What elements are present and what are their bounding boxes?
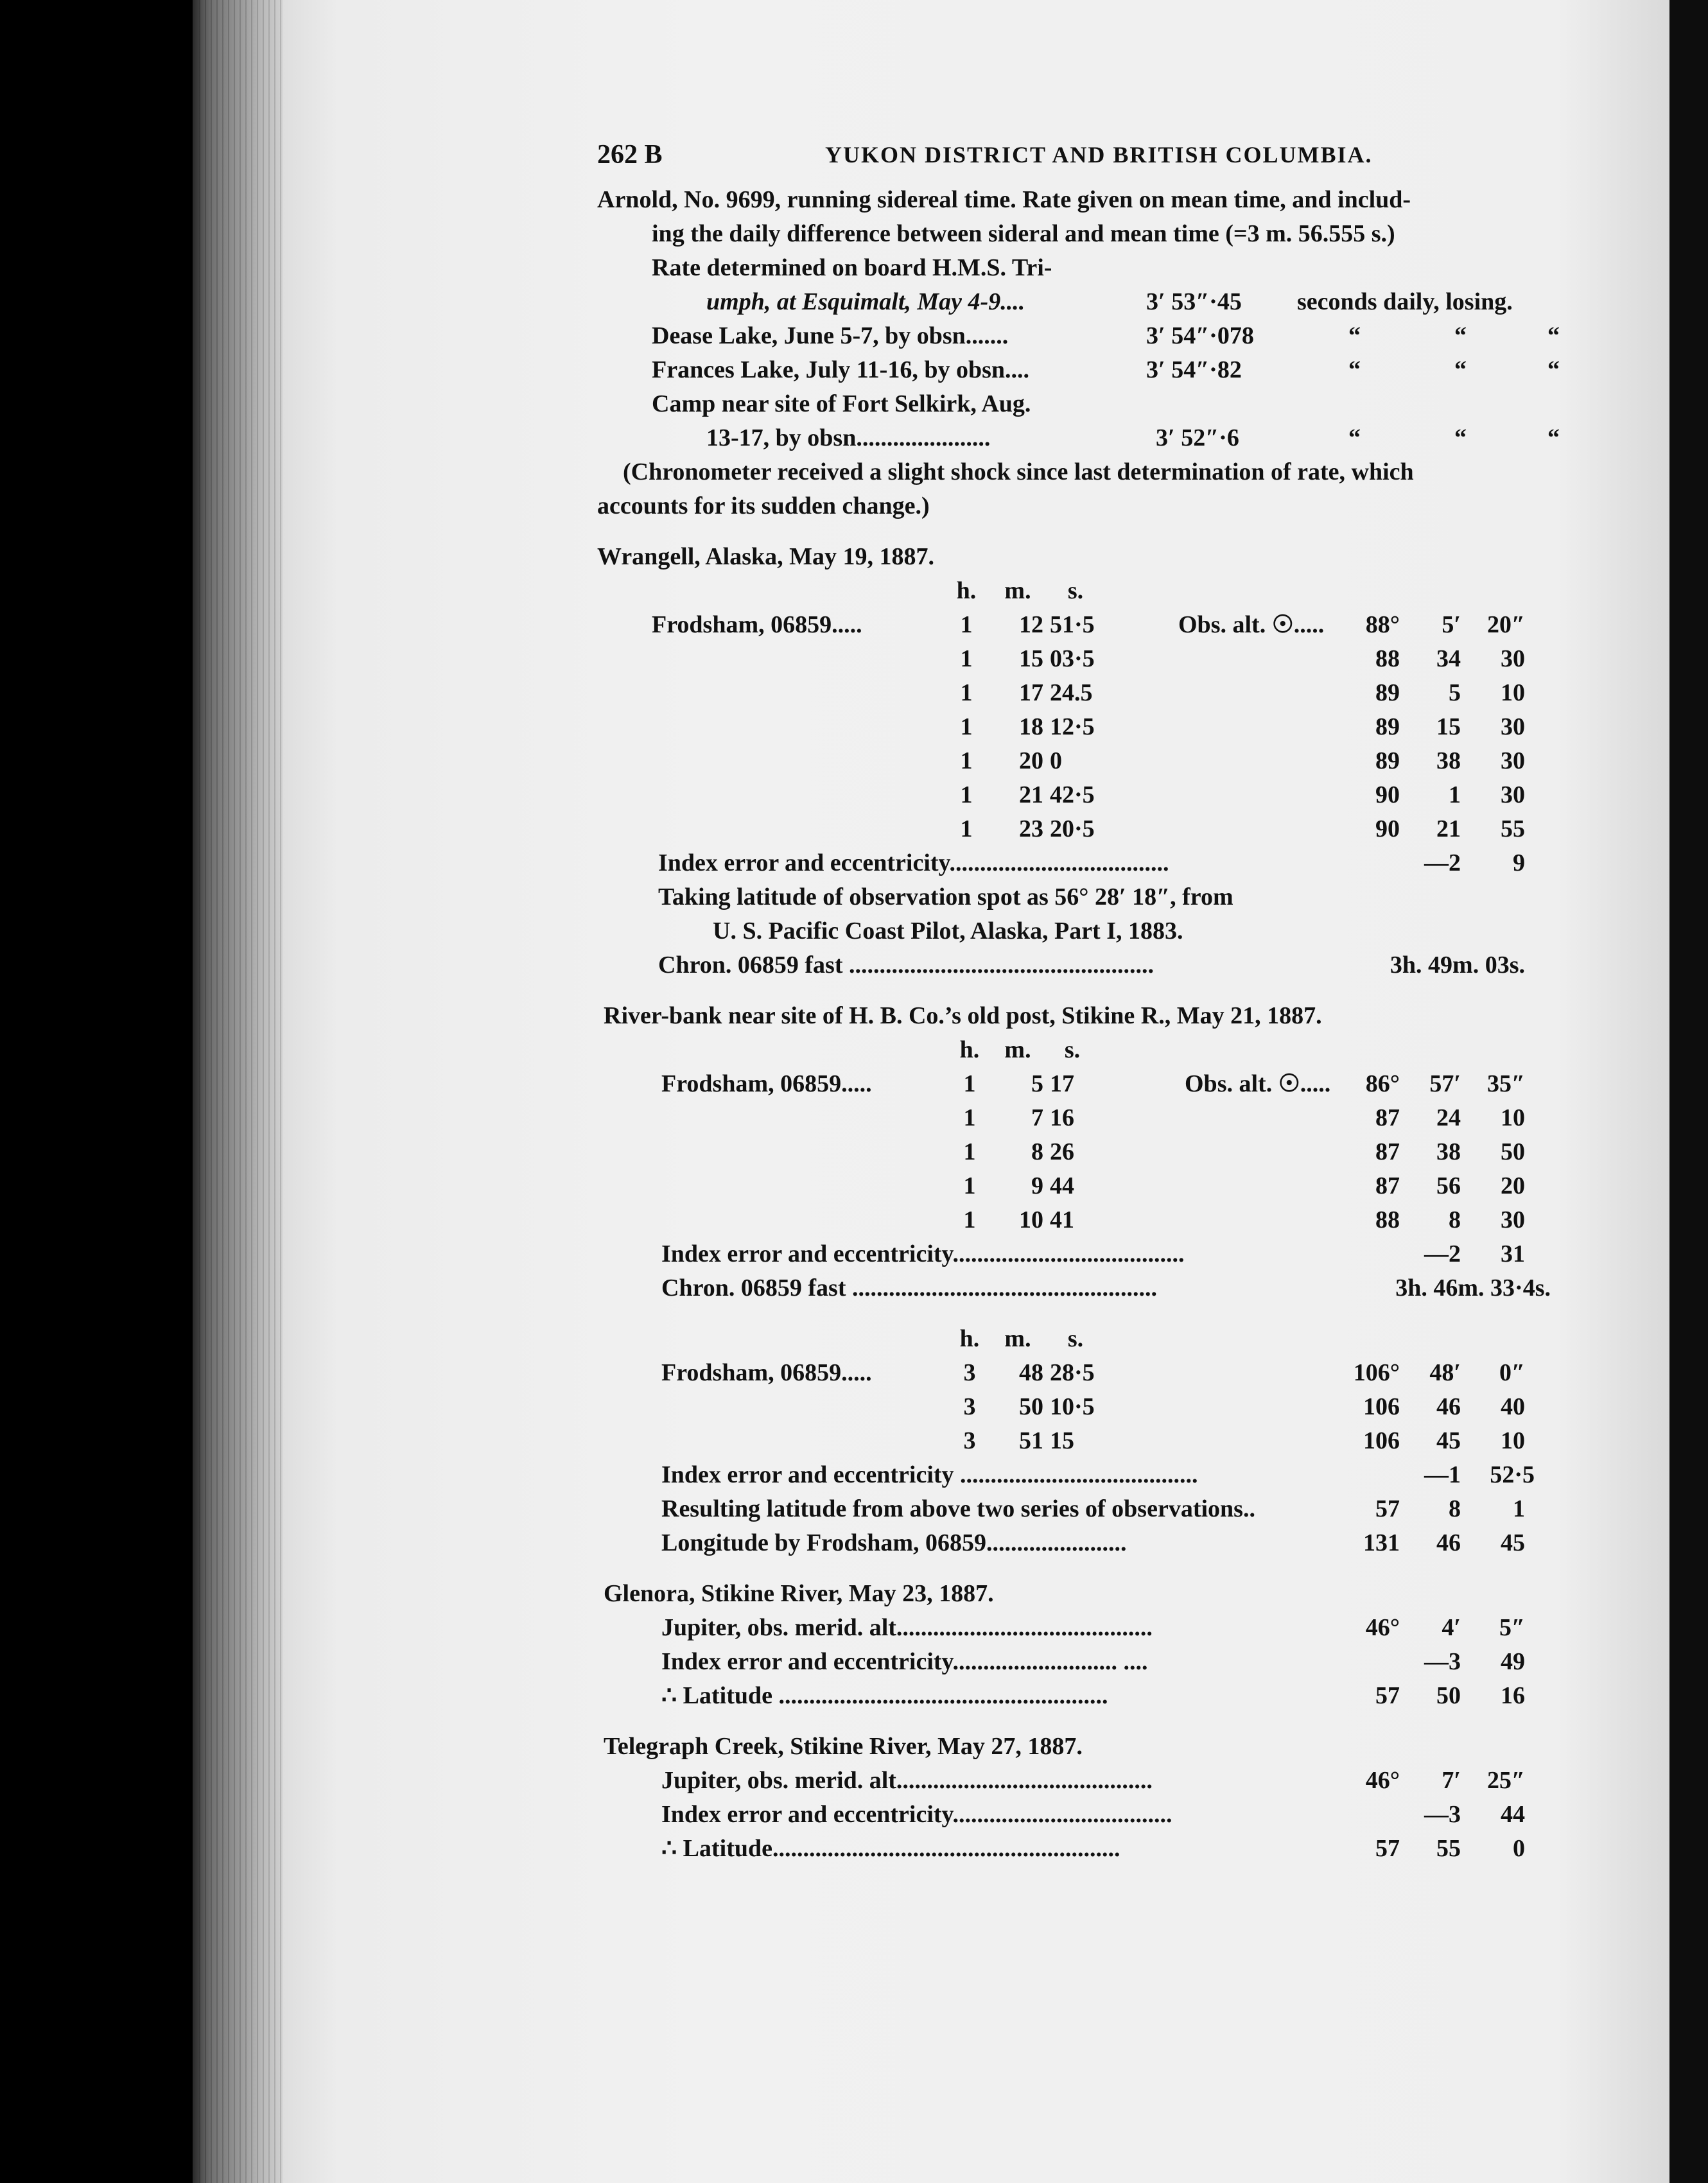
deg-cell: 131: [1363, 1529, 1400, 1556]
deg-cell: 89: [1375, 679, 1400, 706]
index-min: —3: [1424, 1801, 1461, 1828]
note-text: accounts for its sudden change.): [597, 492, 930, 519]
minute-cell: 48: [1019, 1359, 1043, 1386]
hour-cell: 1: [960, 713, 973, 740]
sec-cell: 5″: [1499, 1614, 1525, 1641]
second-cell: 41: [1050, 1206, 1074, 1233]
observation-row: [597, 1203, 1618, 1237]
minute-cell: 23: [1019, 815, 1043, 842]
min-cell: 34: [1436, 645, 1461, 672]
col-h: h.: [959, 1325, 980, 1352]
observation-row: [597, 1067, 1618, 1101]
latitude-label: ∴ Latitude.........................................................: [661, 1835, 1120, 1862]
deg-cell: 88: [1375, 645, 1400, 672]
ditto-mark: “: [1547, 322, 1560, 349]
observation-row: [597, 1390, 1618, 1424]
sec-cell: 1: [1513, 1495, 1525, 1522]
riverbank-heading: River-bank near site of H. B. Co.’s old post, Stikine R., May 21, 1887.: [604, 1002, 1322, 1029]
column-headers: [597, 1033, 1618, 1067]
chronometer-note: [597, 489, 1618, 523]
minute-cell: 18: [1019, 713, 1043, 740]
rate-label: Dease Lake, June 5-7, by obsn.......: [652, 322, 1009, 349]
second-cell: 51·5: [1050, 611, 1095, 638]
col-m: m.: [1004, 1325, 1031, 1352]
observation-row: [597, 1135, 1618, 1169]
ditto-mark: “: [1348, 322, 1361, 349]
minute-cell: 50: [1019, 1393, 1043, 1420]
deg-cell: 90: [1375, 781, 1400, 808]
index-label: Index error and eccentricity....................................: [658, 849, 1169, 876]
min-cell: 56: [1436, 1172, 1461, 1199]
column-headers: [597, 574, 1618, 608]
hour-cell: 1: [960, 747, 973, 774]
minute-cell: 17: [1019, 679, 1043, 706]
min-cell: 48′: [1429, 1359, 1461, 1386]
jupiter-row: [597, 1764, 1618, 1798]
deg-cell: 87: [1375, 1104, 1400, 1131]
hour-cell: 1: [960, 781, 973, 808]
index-sec: 49: [1501, 1648, 1525, 1675]
second-cell: 10·5: [1050, 1393, 1095, 1420]
deg-cell: 88°: [1365, 611, 1400, 638]
chronometer-line: [597, 217, 1618, 251]
deg-cell: 87: [1375, 1138, 1400, 1165]
second-cell: 12·5: [1050, 713, 1095, 740]
longitude-label: Longitude by Frodsham, 06859.......................: [661, 1529, 1127, 1556]
min-cell: 5′: [1442, 611, 1461, 638]
ditto-mark: “: [1547, 356, 1560, 383]
min-cell: 45: [1436, 1427, 1461, 1454]
chron-value: 3h. 49m. 03s.: [1390, 952, 1525, 978]
ditto-mark: “: [1348, 424, 1361, 451]
running-header: [597, 138, 1618, 183]
chronometer-note: [597, 455, 1618, 489]
hour-cell: 1: [960, 815, 973, 842]
deg-cell: 46°: [1365, 1767, 1400, 1794]
deg-cell: 88: [1375, 1206, 1400, 1233]
col-s: s.: [1064, 1036, 1081, 1063]
min-cell: 8: [1449, 1206, 1461, 1233]
second-cell: 24.5: [1050, 679, 1093, 706]
jupiter-row: [597, 1611, 1618, 1645]
observation-row: [597, 812, 1618, 846]
min-cell: 46: [1436, 1393, 1461, 1420]
taking-line: [597, 880, 1618, 914]
minute-cell: 12: [1019, 611, 1043, 638]
second-cell: 03·5: [1050, 645, 1095, 672]
page-title: YUKON DISTRICT AND BRITISH COLUMBIA.: [825, 142, 1373, 168]
page-content: [597, 138, 1618, 1866]
second-cell: 28·5: [1050, 1359, 1095, 1386]
riverbank-table: [597, 1067, 1618, 1237]
hour-cell: 3: [963, 1359, 976, 1386]
index-error-row: [597, 846, 1618, 880]
rate-label: umph, at Esquimalt, May 4-9....: [706, 288, 1025, 315]
min-cell: 7′: [1442, 1767, 1461, 1794]
minute-cell: 15: [1019, 645, 1043, 672]
chron-label: Chron. 06859 fast ..................................................: [658, 952, 1154, 978]
observation-row: [597, 1101, 1618, 1135]
min-cell: 46: [1436, 1529, 1461, 1556]
rate-row: [597, 319, 1618, 353]
rate-label: 13-17, by obsn......................: [706, 424, 991, 451]
sec-cell: 20″: [1487, 611, 1525, 638]
rate-row: [597, 421, 1618, 455]
jupiter-label: Jupiter, obs. merid. alt..........................................: [661, 1767, 1153, 1794]
chronometer-line: [597, 183, 1618, 217]
rate-label: Camp near site of Fort Selkirk, Aug.: [652, 390, 1031, 417]
second-cell: 20·5: [1050, 815, 1095, 842]
hour-cell: 1: [963, 1104, 976, 1131]
observation-row: [597, 642, 1618, 676]
sec-cell: 10: [1501, 679, 1525, 706]
note-text: (Chronometer received a slight shock since last determination of rate, which: [623, 458, 1414, 485]
wrangell-heading: Wrangell, Alaska, May 19, 1887.: [597, 543, 934, 570]
sec-cell: 30: [1501, 645, 1525, 672]
sec-cell: 50: [1501, 1138, 1525, 1165]
hour-cell: 3: [963, 1427, 976, 1454]
sec-cell: 35″: [1487, 1070, 1525, 1097]
second-cell: 0: [1050, 747, 1062, 774]
sec-cell: 30: [1501, 1206, 1525, 1233]
longitude-row: [597, 1526, 1618, 1560]
min-cell: 38: [1436, 747, 1461, 774]
second-cell: 16: [1050, 1104, 1074, 1131]
second-cell: 44: [1050, 1172, 1074, 1199]
section-heading: [597, 999, 1618, 1033]
deg-cell: 89: [1375, 747, 1400, 774]
glenora-heading: Glenora, Stikine River, May 23, 1887.: [604, 1580, 994, 1607]
deg-cell: 106: [1363, 1427, 1400, 1454]
hour-cell: 1: [960, 611, 973, 638]
deg-cell: 86°: [1365, 1070, 1400, 1097]
minute-cell: 51: [1019, 1427, 1043, 1454]
ditto-mark: “: [1454, 424, 1467, 451]
deg-cell: 89: [1375, 713, 1400, 740]
min-cell: 1: [1449, 781, 1461, 808]
observation-row: [597, 1169, 1618, 1203]
index-min: —3: [1424, 1648, 1461, 1675]
rate-row: [597, 353, 1618, 387]
chron-fast-row: [597, 948, 1618, 982]
chronometer-line: [597, 251, 1618, 285]
rate-value: 3′ 54″·82: [1146, 356, 1242, 383]
observation-row: [597, 1356, 1618, 1390]
sec-cell: 30: [1501, 713, 1525, 740]
index-label: Index error and eccentricity .......................................: [661, 1461, 1198, 1488]
index-sec: 31: [1501, 1240, 1525, 1267]
hour-cell: 1: [960, 679, 973, 706]
index-sec: 9: [1513, 849, 1525, 876]
minute-cell: 5: [1031, 1070, 1043, 1097]
ditto-mark: “: [1348, 356, 1361, 383]
col-h: h.: [959, 1036, 980, 1063]
observation-row: [597, 608, 1618, 642]
min-cell: 8: [1449, 1495, 1461, 1522]
second-cell: 17: [1050, 1070, 1074, 1097]
index-sec: 44: [1501, 1801, 1525, 1828]
min-cell: 38: [1436, 1138, 1461, 1165]
rate-value: 3′ 52″·6: [1156, 424, 1239, 451]
index-label: Index error and eccentricity....................................: [661, 1801, 1172, 1828]
minute-cell: 7: [1031, 1104, 1043, 1131]
instrument-label: Frodsham, 06859.....: [652, 611, 862, 638]
deg-cell: 87: [1375, 1172, 1400, 1199]
min-cell: 21: [1436, 815, 1461, 842]
obs-alt-label: Obs. alt. ☉.....: [1185, 1070, 1331, 1097]
index-label: Index error and eccentricity......................................: [661, 1240, 1185, 1267]
sec-cell: 20: [1501, 1172, 1525, 1199]
rate-value: 3′ 53″·45: [1146, 288, 1242, 315]
second-cell: 42·5: [1050, 781, 1095, 808]
page-edge-texture: [199, 0, 283, 2183]
index-min: —1: [1424, 1461, 1461, 1488]
index-error-row: [597, 1458, 1618, 1492]
minute-cell: 8: [1031, 1138, 1043, 1165]
index-min: —2: [1424, 1240, 1461, 1267]
sec-cell: 30: [1501, 747, 1525, 774]
deg-cell: 57: [1375, 1835, 1400, 1862]
taking-line: [597, 914, 1618, 948]
chron-fast-row: [597, 1271, 1618, 1305]
deg-cell: 57: [1375, 1495, 1400, 1522]
hour-cell: 1: [963, 1172, 976, 1199]
min-cell: 24: [1436, 1104, 1461, 1131]
deg-cell: 90: [1375, 815, 1400, 842]
deg-cell: 57: [1375, 1682, 1400, 1709]
chron-label: Chron. 06859 fast ..................................................: [661, 1274, 1157, 1301]
section-heading: [597, 1730, 1618, 1764]
min-cell: 15: [1436, 713, 1461, 740]
index-error-row: [597, 1798, 1618, 1832]
taking-text: U. S. Pacific Coast Pilot, Alaska, Part I, 1883.: [713, 918, 1183, 944]
section-heading: [597, 540, 1618, 574]
sec-cell: 16: [1501, 1682, 1525, 1709]
col-h: h.: [956, 577, 977, 604]
sec-cell: 55: [1501, 815, 1525, 842]
col-m: m.: [1004, 577, 1031, 604]
instrument-label: Frodsham, 06859.....: [661, 1359, 872, 1386]
series2-table: [597, 1356, 1618, 1458]
ditto-mark: “: [1454, 322, 1467, 349]
observation-row: [597, 1424, 1618, 1458]
jupiter-label: Jupiter, obs. merid. alt..........................................: [661, 1614, 1153, 1641]
latitude-label: ∴ Latitude ......................................................: [661, 1682, 1108, 1709]
hour-cell: 1: [963, 1206, 976, 1233]
index-error-row: [597, 1645, 1618, 1679]
col-s: s.: [1067, 577, 1084, 604]
hour-cell: 3: [963, 1393, 976, 1420]
sec-cell: 25″: [1487, 1767, 1525, 1794]
minute-cell: 10: [1019, 1206, 1043, 1233]
latitude-row: [597, 1832, 1618, 1866]
min-cell: 57′: [1429, 1070, 1461, 1097]
deg-cell: 46°: [1365, 1614, 1400, 1641]
ditto-mark: “: [1547, 424, 1560, 451]
sec-cell: 45: [1501, 1529, 1525, 1556]
min-cell: 55: [1436, 1835, 1461, 1862]
column-headers: [597, 1322, 1618, 1356]
chron-value: 3h. 46m. 33·4s.: [1395, 1274, 1551, 1301]
col-s: s.: [1067, 1325, 1084, 1352]
index-label: Index error and eccentricity........................... ....: [661, 1648, 1148, 1675]
observation-row: [597, 676, 1618, 710]
min-cell: 50: [1436, 1682, 1461, 1709]
rate-value: 3′ 54″·078: [1146, 322, 1254, 349]
hour-cell: 1: [963, 1138, 976, 1165]
sec-cell: 30: [1501, 781, 1525, 808]
obs-alt-label: Obs. alt. ☉.....: [1178, 611, 1325, 638]
deg-cell: 106°: [1353, 1359, 1400, 1386]
index-sec: 52·5: [1490, 1461, 1535, 1488]
min-cell: 5: [1449, 679, 1461, 706]
minute-cell: 9: [1031, 1172, 1043, 1199]
second-cell: 15: [1050, 1427, 1074, 1454]
sec-cell: 10: [1501, 1104, 1525, 1131]
sec-cell: 40: [1501, 1393, 1525, 1420]
section-heading: [597, 1577, 1618, 1611]
col-m: m.: [1004, 1036, 1031, 1063]
rate-label: Frances Lake, July 11-16, by obsn....: [652, 356, 1030, 383]
chronometer-text: Arnold, No. 9699, running sidereal time. Rate given on mean time, and includ-: [597, 186, 1411, 213]
scan-border: [1669, 0, 1708, 2183]
resulting-label: Resulting latitude from above two series of observations..: [661, 1495, 1255, 1522]
instrument-label: Frodsham, 06859.....: [661, 1070, 872, 1097]
hour-cell: 1: [963, 1070, 976, 1097]
minute-cell: 20: [1019, 747, 1043, 774]
wrangell-table: [597, 608, 1618, 846]
chronometer-text: ing the daily difference between sideral and mean time (=3 m. 56.555 s.): [652, 220, 1395, 247]
sec-cell: 0: [1513, 1835, 1525, 1862]
resulting-latitude-row: [597, 1492, 1618, 1526]
ditto-mark: “: [1454, 356, 1467, 383]
latitude-row: [597, 1679, 1618, 1713]
index-error-row: [597, 1237, 1618, 1271]
chronometer-text: Rate determined on board H.M.S. Tri-: [652, 254, 1052, 281]
second-cell: 26: [1050, 1138, 1074, 1165]
index-min: —2: [1424, 849, 1461, 876]
observation-row: [597, 744, 1618, 778]
telegraph-heading: Telegraph Creek, Stikine River, May 27, 1887.: [604, 1733, 1083, 1760]
min-cell: 4′: [1442, 1614, 1461, 1641]
deg-cell: 106: [1363, 1393, 1400, 1420]
rate-row: [597, 285, 1618, 319]
observation-row: [597, 710, 1618, 744]
observation-row: [597, 778, 1618, 812]
rate-note: seconds daily, losing.: [1297, 288, 1513, 315]
hour-cell: 1: [960, 645, 973, 672]
minute-cell: 21: [1019, 781, 1043, 808]
taking-text: Taking latitude of observation spot as 56° 28′ 18″, from: [658, 883, 1233, 910]
sec-cell: 0″: [1499, 1359, 1525, 1386]
sec-cell: 10: [1501, 1427, 1525, 1454]
page-number: 262 B: [597, 140, 663, 170]
rate-row: [597, 387, 1618, 421]
